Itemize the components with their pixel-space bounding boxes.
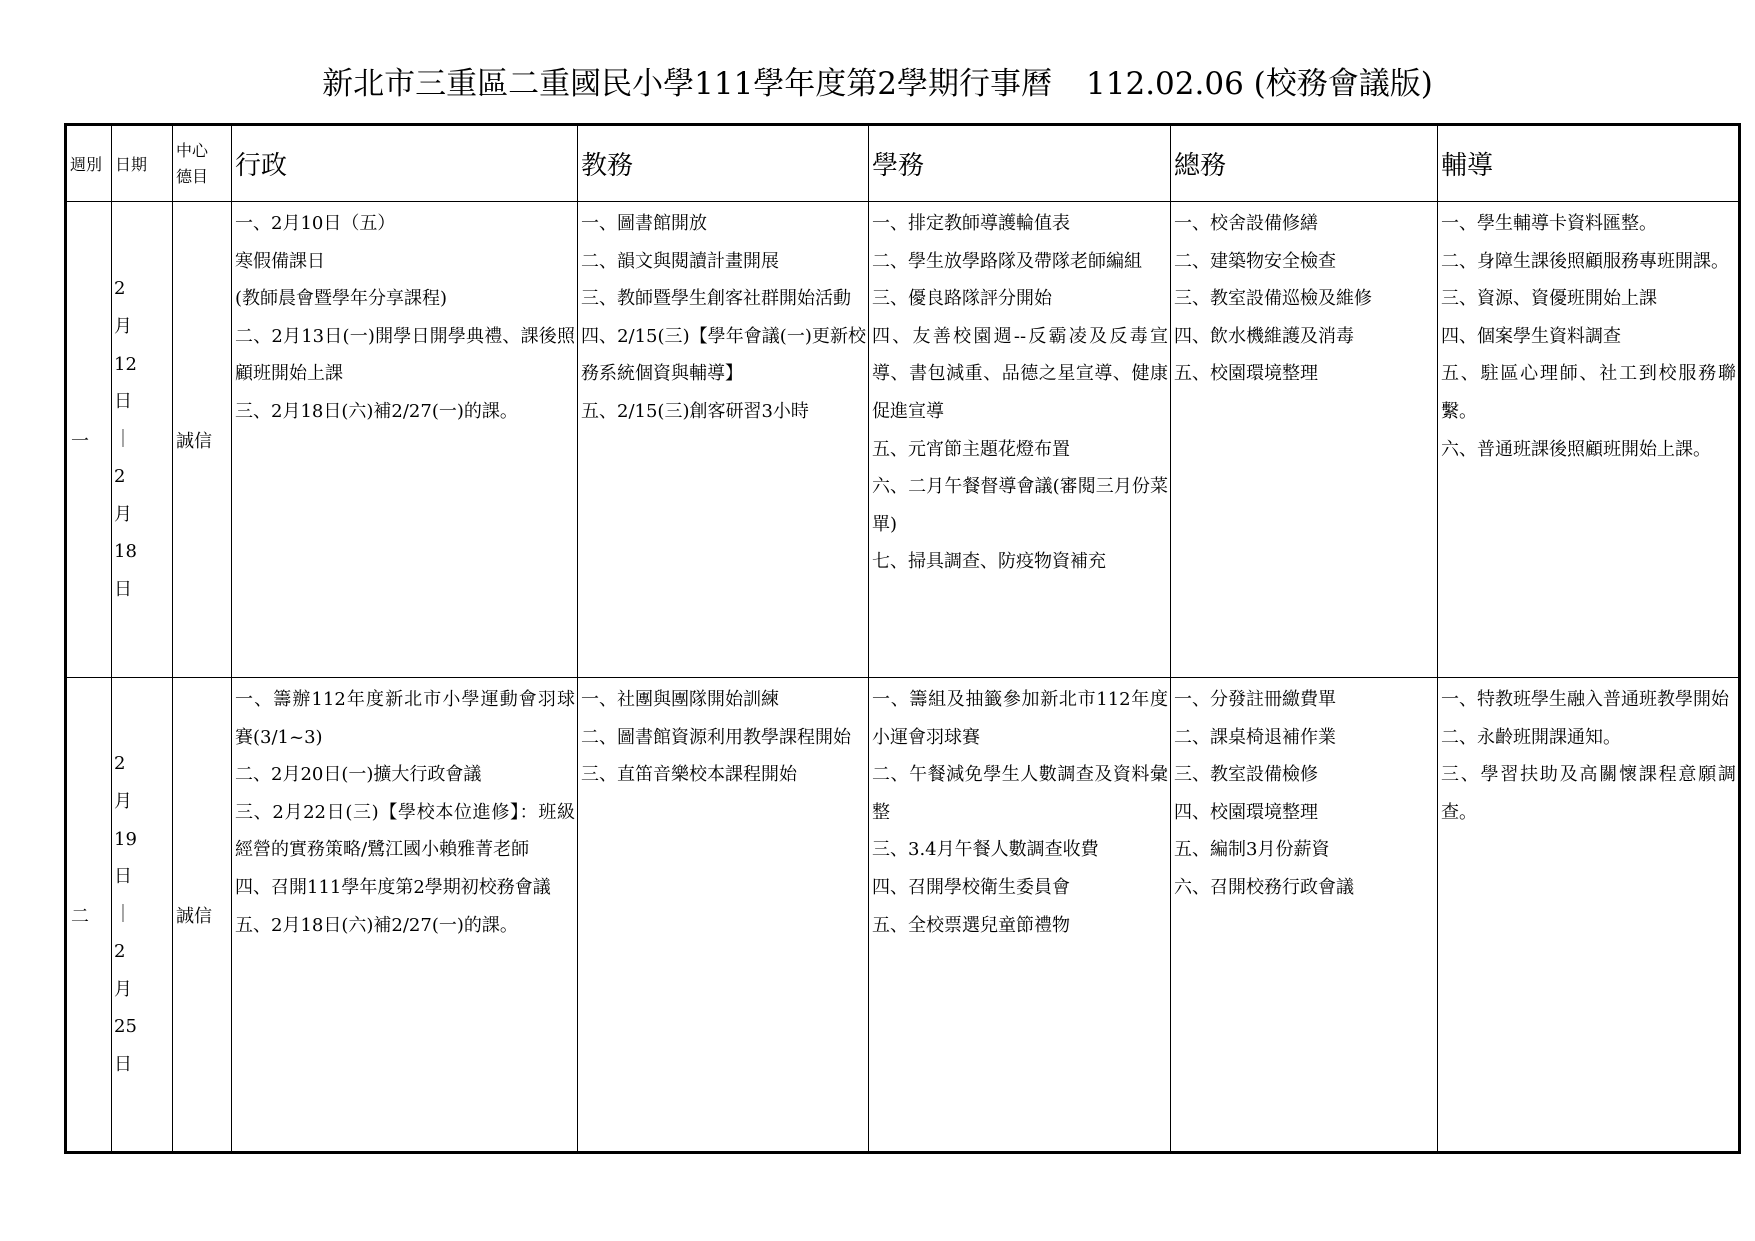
counseling-items (1438, 678, 1738, 831)
date-line: 日 (114, 391, 132, 413)
cell-academic (578, 678, 869, 1153)
title-version: 112.02.06 (校務會議版) (1086, 66, 1433, 102)
admin-item: 三、2月22日(三)【學校本位進修】：班級經營的實務策略/鷺江國小賴雅菁老師 (235, 801, 575, 861)
week-number: 一 (66, 202, 112, 678)
title-main: 新北市三重區二重國民小學111學年度第2學期行事曆 (322, 66, 1053, 102)
date-line: 18 (114, 541, 137, 563)
student-item: 三、優良路隊評分開始 (872, 288, 1052, 310)
date-line: 2 (114, 941, 126, 963)
counseling-item: 一、特教班學生融入普通班教學開始 (1441, 689, 1729, 710)
date-line: 月 (114, 315, 132, 337)
date-line: 2 (114, 753, 126, 775)
date-line: 2 (114, 278, 126, 300)
general-item: 四、校園環境整理 (1174, 801, 1318, 823)
general-item: 一、校舍設備修繕 (1174, 213, 1318, 234)
student-item: 一、籌組及抽籤參加新北市112年度小運會羽球賽 (872, 689, 1168, 748)
admin-item: 三、2月18日(六)補2/27(一)的課。 (235, 400, 518, 422)
counseling-item: 二、身障生課後照顧服務專班開課。 (1441, 250, 1729, 272)
student-items (869, 678, 1170, 944)
admin-item: (教師晨會暨學年分享課程) (235, 288, 448, 310)
week-number: 二 (66, 678, 112, 1153)
date-line: 月 (114, 978, 132, 1000)
admin-items (232, 202, 577, 431)
general-item: 二、課桌椅退補作業 (1174, 726, 1336, 748)
header-counseling: 輔導 (1438, 125, 1740, 202)
week-date-range (112, 202, 173, 678)
week-date-range (112, 678, 173, 1153)
page-title (0, 58, 1755, 103)
general-items (1171, 678, 1437, 907)
counseling-item: 六、普通班課後照顧班開始上課。 (1441, 438, 1711, 460)
academic-items (578, 678, 868, 794)
academic-item: 五、2/15(三)創客研習3小時 (581, 400, 809, 422)
cell-general (1171, 678, 1438, 1153)
academic-item: 一、圖書館開放 (581, 213, 707, 234)
student-item: 六、二月午餐督導會議(審閱三月份菜單) (872, 476, 1168, 535)
admin-item: 寒假備課日 (235, 250, 325, 272)
cell-admin (232, 678, 578, 1153)
counseling-item: 四、個案學生資料調查 (1441, 325, 1621, 347)
date-line: ｜ (114, 903, 132, 925)
general-item: 二、建築物安全檢查 (1174, 250, 1336, 272)
academic-item: 一、社團與團隊開始訓練 (581, 689, 779, 710)
date-line: 12 (114, 353, 137, 375)
student-item: 七、掃具調查、防疫物資補充 (872, 551, 1106, 573)
general-item: 一、分發註冊繳費單 (1174, 689, 1336, 710)
week-row (66, 678, 1740, 1153)
week-row (66, 202, 1740, 678)
admin-item: 五、2月18日(六)補2/27(一)的課。 (235, 914, 518, 936)
header-date: 日期 (112, 125, 173, 202)
student-item: 五、元宵節主題花燈布置 (872, 438, 1070, 460)
counseling-item: 三、資源、資優班開始上課 (1441, 288, 1657, 310)
counseling-item: 一、學生輔導卡資料匯整。 (1441, 213, 1657, 234)
header-admin: 行政 (232, 125, 578, 202)
student-item: 一、排定教師導護輪值表 (872, 213, 1070, 234)
date-line: 19 (114, 828, 137, 850)
header-moral-line1: 中心 (176, 140, 209, 160)
admin-item: 一、2月10日（五） (235, 213, 396, 234)
academic-items (578, 202, 868, 431)
general-item: 三、教室設備巡檢及維修 (1174, 288, 1372, 310)
date-line: 日 (114, 1054, 132, 1076)
cell-student (869, 678, 1171, 1153)
date-line: ｜ (114, 428, 132, 450)
student-items (869, 202, 1170, 581)
counseling-items (1438, 202, 1738, 468)
date-line: 月 (114, 503, 132, 525)
admin-item: 四、召開111學年度第2學期初校務會議 (235, 876, 551, 898)
general-item: 五、編制3月份薪資 (1174, 839, 1330, 861)
student-item: 四、友善校園週--反霸凌及反毒宣導、書包減重、品德之星宣導、健康促進宣導 (872, 325, 1168, 422)
academic-item: 二、圖書館資源利用教學課程開始 (581, 726, 851, 748)
academic-item: 四、2/15(三)【學年會議(一)更新校務系統個資與輔導】 (581, 325, 866, 385)
date-line: 25 (114, 1016, 137, 1038)
date-line: 2 (114, 466, 126, 488)
general-item: 三、教室設備檢修 (1174, 764, 1318, 786)
admin-item: 二、2月20日(一)擴大行政會議 (235, 764, 482, 786)
header-student: 學務 (869, 125, 1171, 202)
academic-item: 二、韻文與閱讀計畫開展 (581, 250, 779, 272)
cell-student (869, 202, 1171, 678)
cell-counseling (1438, 202, 1740, 678)
header-general: 總務 (1171, 125, 1438, 202)
counseling-item: 三、學習扶助及高關懷課程意願調查。 (1441, 764, 1736, 823)
header-moral-line2: 德目 (176, 166, 209, 186)
general-items (1171, 202, 1437, 393)
date-line: 日 (114, 866, 132, 888)
cell-academic (578, 202, 869, 678)
week-moral-virtue: 誠信 (173, 678, 232, 1153)
header-week: 週別 (66, 125, 112, 202)
student-item: 二、學生放學路隊及帶隊老師編組 (872, 250, 1142, 272)
general-item: 五、校園環境整理 (1174, 363, 1318, 385)
header-row (66, 125, 1740, 202)
calendar-table (64, 123, 1741, 1154)
counseling-item: 五、駐區心理師、社工到校服務聯繫。 (1441, 363, 1736, 422)
admin-items (232, 678, 577, 944)
general-item: 四、飲水機維護及消毒 (1174, 325, 1354, 347)
student-item: 二、午餐減免學生人數調查及資料彙整 (872, 764, 1168, 823)
general-item: 六、召開校務行政會議 (1174, 876, 1354, 898)
header-academic: 教務 (578, 125, 869, 202)
date-line: 日 (114, 579, 132, 601)
admin-item: 二、2月13日(一)開學日開學典禮、課後照顧班開始上課 (235, 325, 575, 385)
admin-item: 一、籌辦112年度新北市小學運動會羽球賽(3/1~3) (235, 689, 575, 748)
student-item: 四、召開學校衛生委員會 (872, 876, 1070, 898)
student-item: 五、全校票選兒童節禮物 (872, 914, 1070, 936)
week-moral-virtue: 誠信 (173, 202, 232, 678)
date-line: 月 (114, 790, 132, 812)
counseling-item: 二、永齡班開課通知。 (1441, 726, 1621, 748)
academic-item: 三、教師暨學生創客社群開始活動 (581, 288, 851, 310)
cell-general (1171, 202, 1438, 678)
student-item: 三、3.4月午餐人數調查收費 (872, 839, 1099, 861)
header-moral (173, 125, 232, 202)
cell-admin (232, 202, 578, 678)
academic-item: 三、直笛音樂校本課程開始 (581, 764, 797, 786)
cell-counseling (1438, 678, 1740, 1153)
